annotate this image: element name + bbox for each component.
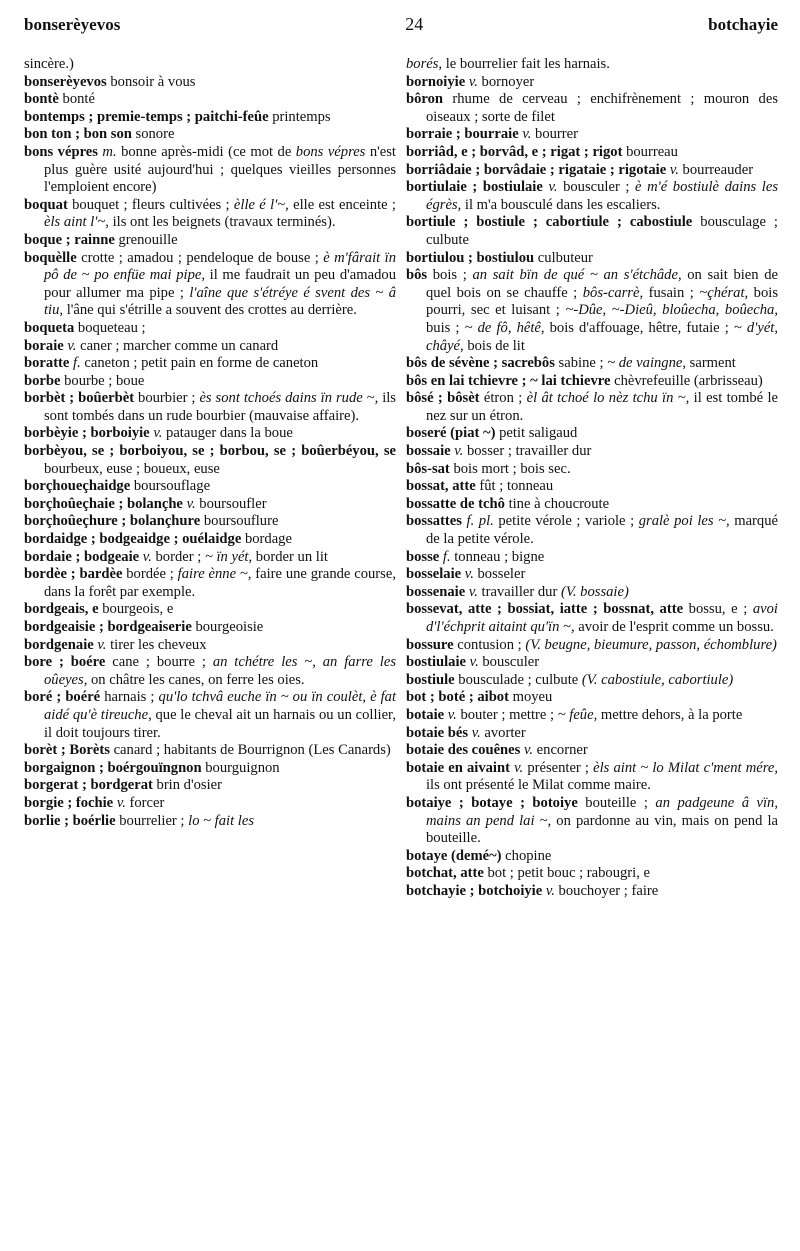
dictionary-entry xyxy=(24,813,396,831)
entry-headword: bossattes xyxy=(406,513,462,530)
entry-headword: bossat, atte xyxy=(406,478,476,495)
dictionary-entry xyxy=(406,584,778,602)
entry-text: bois de lit xyxy=(463,337,525,354)
dictionary-entry xyxy=(24,566,396,601)
entry-text: cane ; bourre ; xyxy=(105,654,213,671)
entry-headword: bôs en lai tchievre ; ~ lai tchievre xyxy=(406,372,611,389)
entry-text: que le cheval ait un harnais ou un collier, il doit toujours tirer. xyxy=(44,706,396,741)
entry-text: il me faudrait un peu d'amadou pour allumer ma pipe ; xyxy=(44,267,396,301)
entry-text: bourbeux, euse ; boueux, euse xyxy=(44,460,220,477)
dictionary-entry xyxy=(24,425,396,443)
entry-text: il est tombé le nez sur un étron. xyxy=(426,390,778,424)
entry-headword: botchat, atte xyxy=(406,865,484,882)
entry-text: étron ; xyxy=(479,390,527,407)
entry-headword: bot ; boté ; aibot xyxy=(406,689,509,706)
entry-headword: botaie xyxy=(406,706,445,723)
entry-text: chèvrefeuille (arbrisseau) xyxy=(610,372,763,389)
entry-headword: bossure xyxy=(406,636,454,653)
entry-text: v. xyxy=(514,759,524,776)
entry-text: bonne après-midi (ce mot de xyxy=(116,143,296,160)
dictionary-entry xyxy=(24,760,396,778)
entry-text: on châtre les canes, on ferre les oies. xyxy=(87,671,305,688)
entry-headword: bôs xyxy=(406,267,428,284)
dictionary-entry xyxy=(406,425,778,443)
entry-text: boursoufler xyxy=(195,495,267,512)
dictionary-entry xyxy=(24,232,396,250)
entry-text: v. xyxy=(548,179,558,196)
entry-text: v. xyxy=(469,654,479,671)
entry-text: m. xyxy=(102,143,117,160)
entry-text: bousculer ; xyxy=(557,179,636,196)
entry-text: (V. bossaie) xyxy=(560,583,629,600)
entry-text: (V. cabostiule, cabortiule) xyxy=(581,671,734,688)
entry-text: printemps xyxy=(268,108,331,125)
entry-headword: botaiye ; botaye ; botoiye xyxy=(406,794,578,811)
entry-headword: bossenaie xyxy=(406,583,466,600)
entry-text: ~ de fô, hêtê, xyxy=(464,319,545,336)
entry-text: encorner xyxy=(533,742,588,759)
dictionary-entry xyxy=(406,865,778,883)
entry-headword: boseré (piat ~) xyxy=(406,425,496,442)
dictionary-entry xyxy=(406,373,778,391)
entry-text: tonneau ; bigne xyxy=(450,548,545,565)
dictionary-entry xyxy=(406,144,778,162)
entry-text: elle est enceinte ; xyxy=(288,196,396,213)
entry-text: bosser ; travailler dur xyxy=(463,443,592,460)
dictionary-entry xyxy=(406,214,778,249)
dictionary-entry xyxy=(406,267,778,355)
entry-text: buis ; xyxy=(426,319,465,336)
entry-text: bourbier ; xyxy=(134,390,200,407)
entry-text: bourreauder xyxy=(678,161,754,178)
entry-text: ~ feûe, xyxy=(557,706,598,723)
dictionary-entry xyxy=(406,478,778,496)
entry-headword: boque ; rainne xyxy=(24,231,115,248)
entry-text: bordée ; xyxy=(122,566,178,583)
entry-text: bouteille ; xyxy=(577,794,656,811)
dictionary-entry xyxy=(406,637,778,655)
entry-text: bouter ; mettre ; xyxy=(456,706,558,723)
entry-text: sincère.) xyxy=(24,56,74,72)
entry-headword: bore ; boére xyxy=(24,654,106,671)
entry-text: ~ ïn yét, xyxy=(204,548,253,565)
entry-headword: boraie xyxy=(24,337,64,354)
dictionary-entry xyxy=(406,355,778,373)
entry-text: brin d'osier xyxy=(152,777,222,794)
entry-text: bossu, e ; xyxy=(683,601,753,618)
entry-text: on pardonne au vin, mais on pend la bouteille. xyxy=(426,812,778,847)
entry-text: boursouflure xyxy=(200,513,279,530)
entry-headword: bonserèyevos xyxy=(24,73,107,90)
dictionary-entry xyxy=(24,320,396,338)
dictionary-entry xyxy=(24,56,396,74)
entry-headword: borçhoueçhaidge xyxy=(24,478,131,495)
dictionary-entry xyxy=(406,725,778,743)
dictionary-entry xyxy=(406,496,778,514)
entry-headword: bôron xyxy=(406,91,444,108)
dictionary-entry xyxy=(406,250,778,268)
entry-headword: bordèe ; bardèe xyxy=(24,566,123,583)
entry-headword: borbe xyxy=(24,372,61,389)
entry-text: culbuteur xyxy=(534,249,593,266)
entry-text: an tchétre les ~, an farre les oûeyes, xyxy=(44,654,397,688)
entry-headword: borgie ; fochie xyxy=(24,794,114,811)
dictionary-entry xyxy=(406,390,778,425)
entry-text: f. xyxy=(442,548,451,565)
dictionary-entry xyxy=(406,707,778,725)
entry-text: bousculade ; culbute xyxy=(454,671,582,688)
entry-text: èlle é l'~, xyxy=(233,196,289,213)
entry-text: an sait bïn de qué ~ an s'étchâde, xyxy=(472,267,682,284)
dictionary-entry xyxy=(24,531,396,549)
entry-text: avorter xyxy=(480,724,526,741)
entry-text: bouchoyer ; faire xyxy=(554,882,659,899)
dictionary-entry xyxy=(406,461,778,479)
entry-text: v. xyxy=(523,742,534,759)
entry-headword: borgerat ; bordgerat xyxy=(24,777,153,794)
entry-text: il m'a bousculé dans les escaliers. xyxy=(461,196,661,213)
entry-text: on sait bien de quel bois on se chauffe ; xyxy=(426,267,779,301)
dictionary-entry xyxy=(24,637,396,655)
dictionary-entry xyxy=(406,566,778,584)
dictionary-entry xyxy=(24,338,396,356)
entry-text: contusion ; xyxy=(453,636,526,653)
dictionary-entry xyxy=(24,496,396,514)
entry-text: èl ât tchoé lo nèz tchu ïn ~, xyxy=(526,390,690,407)
entry-headword: bornoiyie xyxy=(406,73,466,90)
entry-text: gralè poi les ~, xyxy=(638,513,730,530)
entry-text: mettre dehors, à la porte xyxy=(597,706,743,723)
entry-headword: bosselaie xyxy=(406,566,462,583)
dictionary-entry xyxy=(406,601,778,636)
entry-text: (V. beugne, bieumure, passon, échomblure) xyxy=(525,636,777,653)
entry-text: v. xyxy=(669,161,679,178)
entry-text: v. xyxy=(97,636,107,653)
entry-text: v. xyxy=(153,425,163,442)
entry-headword: bordgeaisie ; bordgeaiserie xyxy=(24,619,192,635)
entry-text: v. xyxy=(67,337,77,354)
entry-text: ~ de vaingne, xyxy=(607,355,687,372)
entry-text: bourrelier ; xyxy=(115,812,189,829)
entry-headword: bostiulaie xyxy=(406,654,467,671)
entry-headword: borbèt ; boûerbèt xyxy=(24,390,135,407)
entry-text: sabine ; xyxy=(554,355,608,372)
entry-headword: bortiule ; bostiule ; cabortiule ; cabostiule xyxy=(406,214,693,231)
entry-text: bot ; petit bouc ; rabougri, e xyxy=(483,865,650,882)
entry-headword: bortiulou ; bostiulou xyxy=(406,249,535,266)
dictionary-entry xyxy=(24,619,396,637)
entry-text: v. xyxy=(454,443,464,460)
entry-text: harnais ; xyxy=(100,689,159,706)
entry-text: ~ d'yét, châyé, xyxy=(426,319,778,354)
entry-text: v. xyxy=(471,724,481,741)
dictionary-entry xyxy=(24,390,396,425)
entry-text: l'aîne que s'étréye é svent des ~ â tiu, xyxy=(44,284,396,319)
entry-text: ils ont les beignets (travaux terminés). xyxy=(108,214,336,231)
entry-text: marqué de la petite vérole. xyxy=(426,513,778,548)
entry-text: bonsoir à vous xyxy=(106,73,196,90)
entry-text: ès sont tchoés dains ïn rude ~, xyxy=(199,390,379,407)
entry-headword: bordaie ; bodgeaie xyxy=(24,548,140,565)
left-guide-word: bonserèyevos xyxy=(24,15,121,34)
entry-text: avoir de l'esprit comme un bossu. xyxy=(574,619,774,635)
entry-text: èls aint ~ lo Milat c'ment mére, xyxy=(593,759,779,776)
dictionary-entry xyxy=(24,250,396,320)
entry-text: ~-Dûe, ~-Dieû, bloûecha, boûecha, xyxy=(565,302,778,319)
dictionary-entry xyxy=(406,654,778,672)
right-guide-word: botchayie xyxy=(708,15,778,34)
left-column xyxy=(24,56,396,901)
entry-text: v. xyxy=(468,73,478,90)
dictionary-entry xyxy=(24,742,396,760)
entry-headword: borgaignon ; boérgouïngnon xyxy=(24,759,202,776)
dictionary-entry xyxy=(24,654,396,689)
dictionary-entry xyxy=(24,197,396,232)
entry-text: caner ; marcher comme un canard xyxy=(76,337,279,354)
dictionary-entry xyxy=(406,513,778,548)
entry-text: è m'fârait ïn pô de ~ po enfüe mai pipe, xyxy=(44,249,396,284)
running-head xyxy=(24,14,778,42)
entry-text: bosseler xyxy=(473,566,526,583)
entry-text: bourgeois, e xyxy=(98,601,174,618)
entry-text: lo ~ fait les xyxy=(188,812,255,829)
entry-text: faire une grande course, dans la forêt par exemple. xyxy=(44,566,396,600)
entry-headword: boratte xyxy=(24,355,70,372)
entry-headword: botchayie ; botchoiyie xyxy=(406,882,543,899)
entry-text: bousculer xyxy=(478,654,540,671)
entry-text: bôs-carrè, xyxy=(582,284,644,301)
entry-text: crotte ; amadou ; pendeloque de bouse ; xyxy=(76,249,324,266)
entry-text: bouquet ; fleurs cultivées ; xyxy=(67,196,234,213)
entry-headword: bôs-sat xyxy=(406,460,450,477)
dictionary-entry xyxy=(406,672,778,690)
entry-text: rhume de cerveau ; enchifrènement ; mouron des oiseaux ; sorte de filet xyxy=(426,91,778,125)
entry-headword: borlie ; boérlie xyxy=(24,812,116,829)
entry-headword: bossatte de tchô xyxy=(406,495,505,512)
entry-headword: bon ton ; bon son xyxy=(24,126,132,143)
dictionary-entry xyxy=(406,760,778,795)
dictionary-entry xyxy=(24,478,396,496)
entry-headword: bostiule xyxy=(406,671,455,688)
entry-text: présenter ; xyxy=(523,759,594,776)
entry-text: v. xyxy=(464,566,474,583)
entry-headword: bossaie xyxy=(406,443,451,460)
entry-text: le bourrelier fait les harnais. xyxy=(442,56,610,72)
dictionary-entry xyxy=(24,355,396,373)
entry-text: borés, xyxy=(406,56,443,72)
page-number: 24 xyxy=(405,14,424,34)
entry-headword: borriâdaie ; borvâdaie ; rigataie ; rigotaie xyxy=(406,161,667,178)
entry-text: v. xyxy=(186,495,196,512)
entry-text: chopine xyxy=(501,847,552,864)
entry-text: sarment xyxy=(686,355,736,372)
entry-text: bois pourri, sec et luisant ; xyxy=(426,284,778,319)
dictionary-entry xyxy=(24,91,396,109)
entry-headword: bontemps ; premie-temps ; paitchi-feûe xyxy=(24,108,269,125)
entry-headword: botaie en aivaint xyxy=(406,759,510,776)
entry-text: f. pl. xyxy=(466,513,494,530)
entry-headword: boquat xyxy=(24,196,68,213)
entry-text: ils sont tombés dans un rude bourbier (mauvaise affaire). xyxy=(44,390,396,424)
entry-headword: borçhoûeçhaie ; bolançhe xyxy=(24,495,183,512)
entry-text: n'est plus guère usité aujourd'hui ; quelques vieilles personnes l'emploient encore) xyxy=(44,143,396,196)
entry-headword: bordgeais, e xyxy=(24,601,99,618)
entry-text: bons vépres xyxy=(295,143,366,160)
dictionary-entry xyxy=(406,689,778,707)
entry-text: v. xyxy=(522,126,532,143)
entry-text: ~çhérat, xyxy=(699,284,749,301)
entry-text: bois mort ; bois sec. xyxy=(449,460,571,477)
dictionary-entry xyxy=(406,742,778,760)
entry-text: patauger dans la boue xyxy=(162,425,293,442)
entry-text: qu'lo tchvâ euche ïn ~ ou ïn coulèt, è fat aidé qu'è tireuche, xyxy=(44,689,396,723)
entry-headword: borraie ; bourraie xyxy=(406,126,519,143)
entry-text: avoi d'l'échprit aitaint qu'ïn ~, xyxy=(426,601,778,635)
entry-text: v. xyxy=(545,882,555,899)
entry-text: boqueteau ; xyxy=(74,319,146,336)
entry-text: bourguignon xyxy=(201,759,280,776)
dictionary-entry xyxy=(406,795,778,848)
dictionary-entry xyxy=(24,74,396,92)
entry-headword: bordgenaie xyxy=(24,636,94,653)
entry-text: border un lit xyxy=(252,548,328,565)
right-column xyxy=(406,56,778,901)
entry-text: bourreau xyxy=(622,143,678,160)
entry-text: l'âne qui s'étrille a souvent des crottes au derrière. xyxy=(63,302,357,319)
entry-text: an padgeune â vïn, mains an pend lai ~, xyxy=(426,794,778,829)
entry-text: bois ; xyxy=(427,267,473,284)
entry-headword: boquèlle xyxy=(24,249,77,266)
entry-text: è m'é bostiulè dains les égrès, xyxy=(426,179,778,213)
dictionary-entry xyxy=(24,443,396,478)
entry-text: boursouflage xyxy=(130,478,211,495)
entry-text: border ; xyxy=(151,548,205,565)
entry-text: faire ènne ~, xyxy=(177,566,252,583)
dictionary-entry xyxy=(24,795,396,813)
dictionary-entry xyxy=(406,126,778,144)
entry-text: forcer xyxy=(125,794,165,811)
entry-headword: bordaidge ; bodgeaidge ; ouélaidge xyxy=(24,531,242,548)
entry-text: travailler dur xyxy=(477,583,561,600)
entry-headword: bôsé ; bôsèt xyxy=(406,390,480,407)
entry-headword: borriâd, e ; borvâd, e ; rigat ; rigot xyxy=(406,143,623,160)
dictionary-entry xyxy=(24,126,396,144)
entry-text: bordage xyxy=(241,531,292,548)
entry-text: moyeu xyxy=(508,689,553,706)
entry-text: bourbe ; boue xyxy=(60,372,145,389)
entry-text: èls aint l'~, xyxy=(44,214,109,231)
entry-headword: botaie bés xyxy=(406,724,469,741)
entry-headword: boré ; boéré xyxy=(24,689,101,706)
entry-text: grenouille xyxy=(114,231,178,248)
entry-text: bornoyer xyxy=(477,73,535,90)
entry-text: bois d'affouage, hêtre, futaie ; xyxy=(544,319,734,336)
dictionary-entry xyxy=(24,513,396,531)
dictionary-entry xyxy=(24,601,396,619)
dictionary-entry xyxy=(24,373,396,391)
entry-text: bonté xyxy=(58,91,95,108)
dictionary-entry xyxy=(24,144,396,197)
entry-text: bourgeoisie xyxy=(191,619,264,635)
dictionary-entry xyxy=(406,162,778,180)
entry-text: v. xyxy=(142,548,152,565)
entry-text: fût ; tonneau xyxy=(475,478,554,495)
entry-text: bousculage ; culbute xyxy=(426,214,778,248)
entry-text: fusain ; xyxy=(643,284,700,301)
entry-headword: botaye (demé~) xyxy=(406,847,502,864)
dictionary-entry xyxy=(406,549,778,567)
entry-headword: bossevat, atte ; bossiat, iatte ; bossnat, atte xyxy=(406,601,684,618)
dictionary-entry xyxy=(24,689,396,742)
dictionary-entry xyxy=(24,109,396,127)
entry-text: v. xyxy=(116,794,126,811)
entry-text: bourrer xyxy=(531,126,578,143)
dictionary-entry xyxy=(406,56,778,74)
entry-headword: bosse xyxy=(406,548,440,565)
entry-text: v. xyxy=(447,706,457,723)
entry-text: tine à choucroute xyxy=(504,495,610,512)
entry-headword: borbèyou, se ; borboiyou, se ; borbou, se ; boûerbéyou, se xyxy=(24,443,396,460)
entry-headword: borçhoûeçhure ; bolançhure xyxy=(24,513,201,530)
dictionary-entry xyxy=(406,883,778,901)
dictionary-entry xyxy=(24,777,396,795)
entry-headword: bons vépres xyxy=(24,143,98,160)
dictionary-entry xyxy=(406,91,778,126)
entry-headword: bontè xyxy=(24,91,59,108)
entry-headword: boqueta xyxy=(24,319,75,336)
two-column-body xyxy=(24,56,778,901)
entry-text: caneton ; petit pain en forme de caneton xyxy=(80,355,319,372)
entry-text: ils ont présenté le Milat comme maire. xyxy=(426,777,651,794)
entry-text: v. xyxy=(468,583,478,600)
entry-text: petite vérole ; variole ; xyxy=(493,513,639,530)
entry-text: petit saligaud xyxy=(495,425,578,442)
entry-headword: borèt ; Borèts xyxy=(24,742,110,759)
entry-text: f. xyxy=(73,355,81,372)
dictionary-entry xyxy=(406,74,778,92)
entry-headword: botaie des couênes xyxy=(406,742,521,759)
dictionary-entry xyxy=(406,848,778,866)
entry-text: tirer les cheveux xyxy=(106,636,207,653)
dictionary-entry xyxy=(24,549,396,567)
entry-headword: bôs de sévène ; sacrebôs xyxy=(406,355,555,372)
entry-text: canard ; habitants de Bourrignon (Les Canards) xyxy=(109,742,391,759)
dictionary-entry xyxy=(406,443,778,461)
entry-headword: borbèyie ; borboiyie xyxy=(24,425,150,442)
entry-text: sonore xyxy=(131,126,175,143)
entry-headword: bortiulaie ; bostiulaie xyxy=(406,179,543,196)
dictionary-entry xyxy=(406,179,778,214)
